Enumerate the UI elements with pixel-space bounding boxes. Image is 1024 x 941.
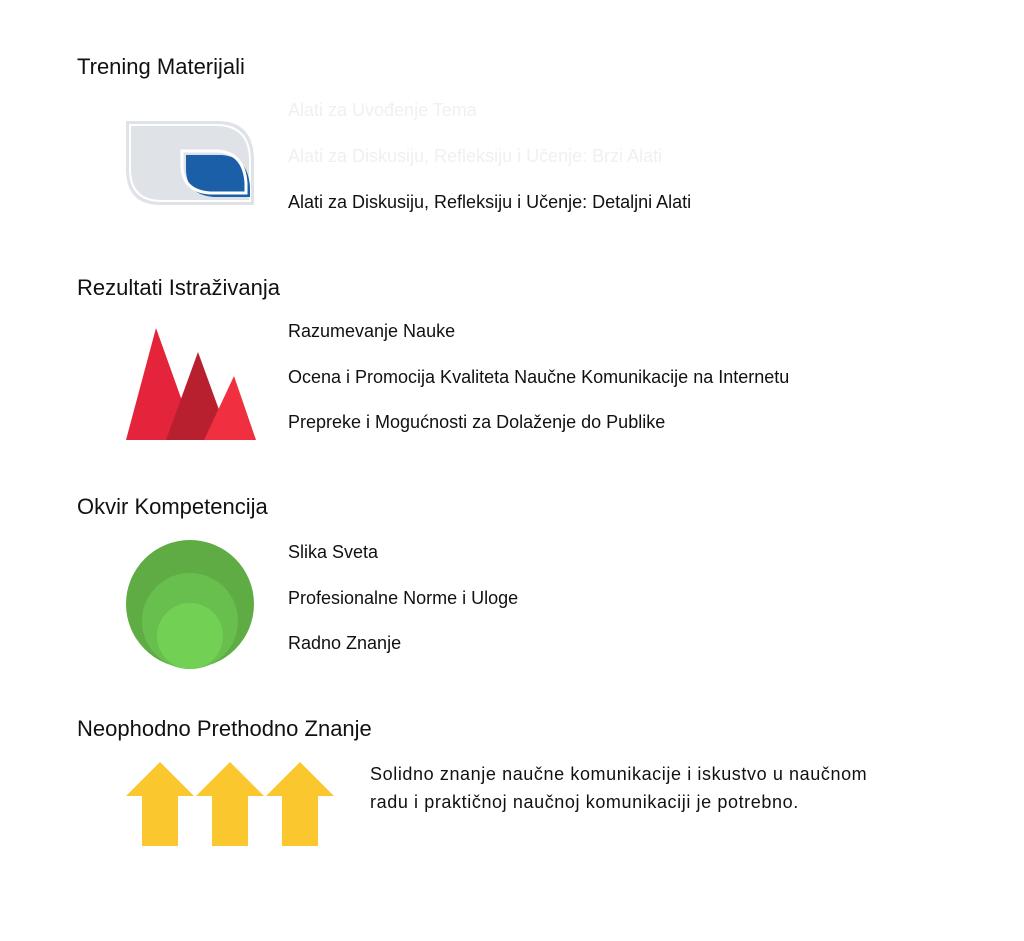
arrows-up-icon bbox=[126, 762, 334, 851]
section-title-training: Trening Materijali bbox=[77, 54, 245, 79]
mountains-icon bbox=[126, 328, 256, 445]
list-item[interactable]: Radno Znanje bbox=[288, 633, 402, 653]
concentric-circles-icon bbox=[125, 540, 257, 675]
list-item[interactable]: Ocena i Promocija Kvaliteta Naučne Komunikacije na Internetu bbox=[288, 367, 790, 387]
list-item[interactable]: Alati za Diskusiju, Refleksiju i Učenje: Brzi Alati bbox=[288, 146, 663, 166]
prerequisites-text bbox=[370, 760, 990, 816]
section-title-competence: Okvir Kompetencija bbox=[77, 494, 268, 519]
list-item[interactable]: Profesionalne Norme i Uloge bbox=[288, 588, 519, 608]
prerequisites-text-line: radu i praktičnoj naučnoj komunikaciji je potrebno. bbox=[370, 792, 799, 812]
section-title-research: Rezultati Istraživanja bbox=[77, 275, 280, 300]
list-item[interactable]: Alati za Diskusiju, Refleksiju i Učenje: Detaljni Alati bbox=[288, 192, 692, 212]
leaf-icon bbox=[126, 121, 256, 212]
list-item[interactable]: Razumevanje Nauke bbox=[288, 321, 456, 341]
list-item[interactable]: Prepreke i Mogućnosti za Dolaženje do Publike bbox=[288, 412, 666, 432]
list-item[interactable]: Alati za Uvođenje Tema bbox=[288, 100, 477, 120]
section-title-prerequisites: Neophodno Prethodno Znanje bbox=[77, 716, 372, 741]
list-item[interactable]: Slika Sveta bbox=[288, 542, 379, 562]
prerequisites-text-line: Solidno znanje naučne komunikacije i iskustvo u naučnom bbox=[370, 764, 868, 784]
